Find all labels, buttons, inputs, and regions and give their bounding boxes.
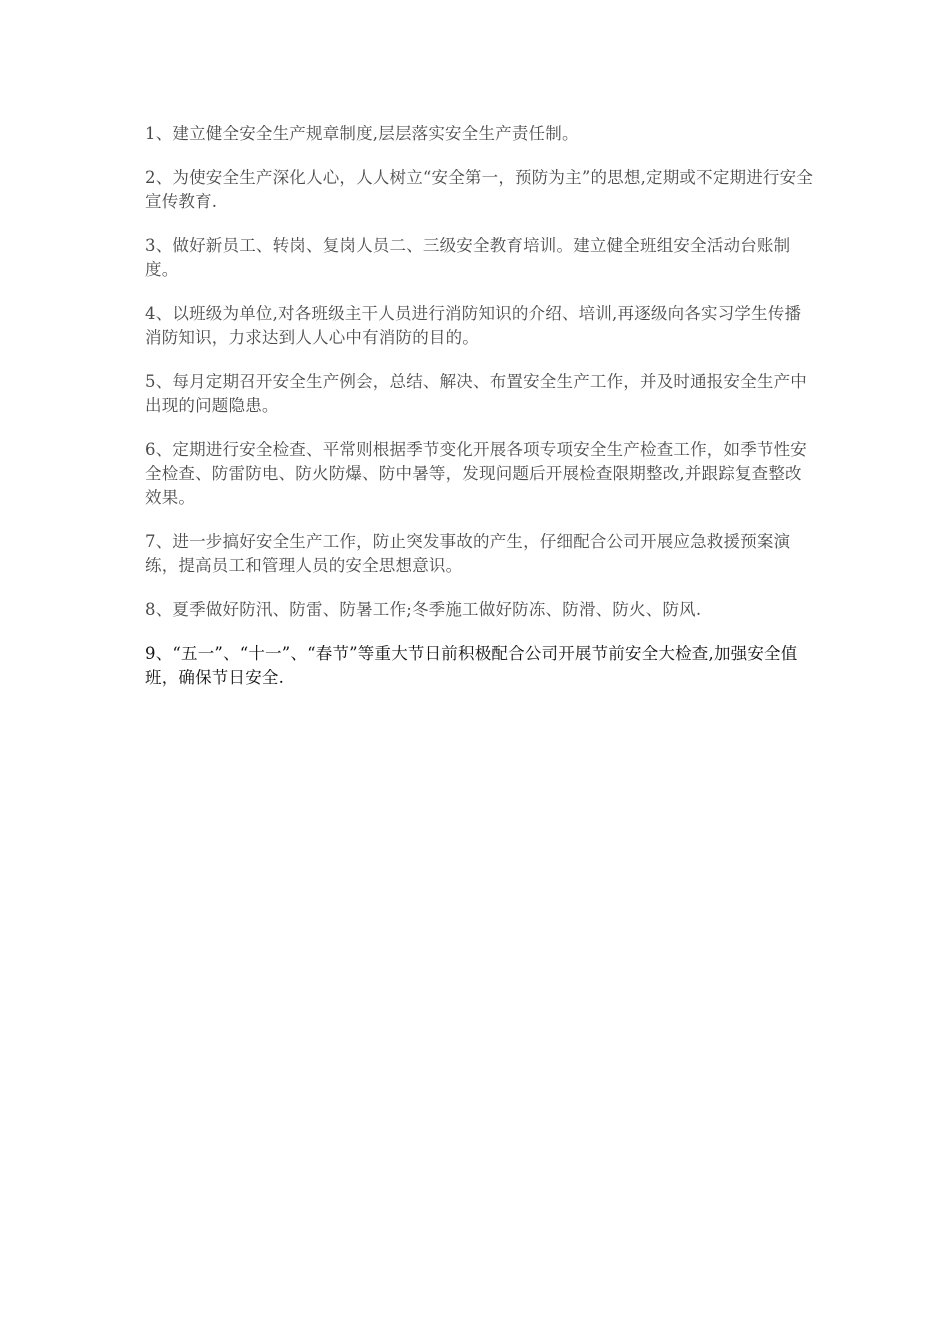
list-item: 4、以班级为单位,对各班级主干人员进行消防知识的介绍、培训,再逐级向各实习学生传播消防知识，力求达到人人心中有消防的目的。 — [145, 304, 802, 347]
document-body — [145, 122, 815, 710]
list-item: 3、做好新员工、转岗、复岗人员二、三级安全教育培训。建立健全班组安全活动台账制度。 — [145, 236, 791, 279]
list-item: 6、定期进行安全检查、平常则根据季节变化开展各项专项安全生产检查工作，如季节性安全检查、防雷防电、防火防爆、防中暑等，发现问题后开展检查限期整改,并跟踪复查整改效果。 — [145, 440, 807, 507]
list-item: 8、夏季做好防汛、防雷、防暑工作;冬季施工做好防冻、防滑、防火、防风. — [145, 600, 702, 619]
list-item: 9、“五一”、“十一”、“春节”等重大节日前积极配合公司开展节前安全大检查,加强安全值班，确保节日安全. — [145, 644, 798, 687]
list-item: 2、为使安全生产深化人心，人人树立“安全第一，预防为主”的思想,定期或不定期进行安全宣传教育. — [145, 168, 814, 211]
list-item: 5、每月定期召开安全生产例会，总结、解决、布置安全生产工作，并及时通报安全生产中出现的问题隐患。 — [145, 372, 807, 415]
list-item: 1、建立健全安全生产规章制度,层层落实安全生产责任制。 — [145, 124, 579, 143]
list-item: 7、进一步搞好安全生产工作，防止突发事故的产生，仔细配合公司开展应急救援预案演练，提高员工和管理人员的安全思想意识。 — [145, 532, 791, 575]
